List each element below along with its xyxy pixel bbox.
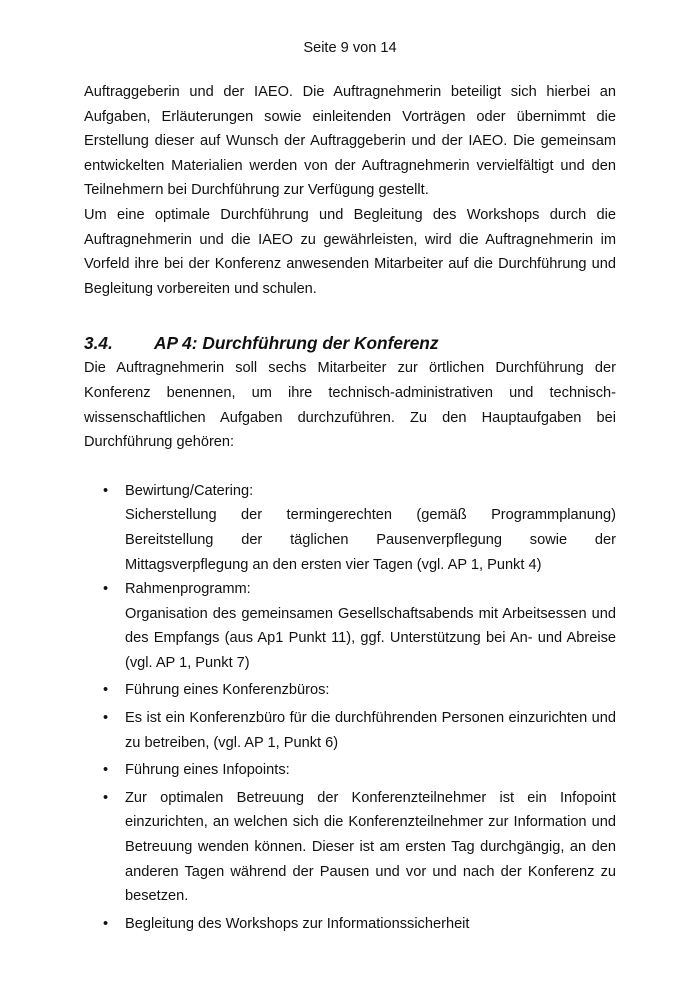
bullet-icon: •: [103, 482, 109, 499]
list-item: [84, 912, 616, 937]
list-item-title: Bewirtung/Catering:: [125, 482, 254, 499]
list-item-title: Es ist ein Konferenzbüro für die durchführenden Personen einzurichten und zu betreiben, (vgl. AP 1, Punkt 6): [125, 710, 616, 751]
section-number: 3.4.: [84, 333, 113, 354]
list-item: [84, 577, 616, 675]
page-number-header: Seite 9 von 14: [303, 40, 397, 56]
bullet-icon: •: [103, 682, 109, 699]
list-item-title: Führung eines Konferenzbüros:: [125, 682, 330, 699]
list-item: [84, 678, 616, 703]
section-heading: [84, 330, 616, 356]
list-item-title: Rahmenprogramm:: [125, 581, 251, 598]
list-item: [84, 758, 616, 783]
bullet-icon: •: [103, 710, 109, 727]
list-item: [84, 786, 616, 909]
intro-paragraph-1: Auftraggeberin und der IAEO. Die Auftragnehmerin beteiligt sich hierbei an Aufgaben, Erläuterungen sowie einleitenden Vorträgen oder übernimmt die Erstellung dieser auf Wunsch der Auftraggeberin und der IAEO. Die gemeinsam entwickelten Materialien werden von der Auftragnehmerin vervielfältigt und den Teilnehmern bei Durchführung zur Verfügung gestellt.: [84, 84, 616, 199]
intro-paragraph-2: Um eine optimale Durchführung und Begleitung des Workshops durch die Auftragnehmerin und die IAEO zu gewährleisten, wird die Auftragnehmerin im Vorfeld ihre bei der Konferenz anwesenden Mitarbeiter auf die Durchführung und Begleitung vorbereiten und schulen.: [84, 206, 616, 297]
list-item-title: Führung eines Infopoints:: [125, 762, 290, 779]
list-item-title: Zur optimalen Betreuung der Konferenzteilnehmer ist ein Infopoint einzurichten, an welchen sich die Konferenzteilnehmer zur Information und Betreuung wenden können. Dieser ist am ersten Tag durchgängig, an den anderen Tagen während der Pausen und vor und nach der Konferenz zu besetzen.: [125, 789, 616, 905]
list-item-text: Organisation des gemeinsamen Gesellschaftsabends mit Arbeitsessen und des Empfangs (aus Ap1 Punkt 11), ggf. Unterstützung bei An- und Abreise (vgl. AP 1, Punkt 7): [125, 605, 616, 671]
bullet-icon: •: [103, 789, 109, 806]
bullet-icon: •: [103, 915, 109, 932]
section-title: AP 4: Durchführung der Konferenz: [154, 333, 439, 354]
section-body: Die Auftragnehmerin soll sechs Mitarbeiter zur örtlichen Durchführung der Konferenz benennen, um ihre technisch-administrativen und technisch-wissenschaftlichen Aufgaben durchzuführen. Zu den Hauptaufgaben bei Durchführung gehören:: [84, 360, 616, 451]
list-item-title: Begleitung des Workshops zur Informationssicherheit: [125, 915, 470, 932]
bullet-icon: •: [103, 581, 109, 598]
task-list: [84, 479, 616, 937]
document-body: [84, 80, 616, 936]
list-item: [84, 706, 616, 755]
list-item: [84, 479, 616, 577]
bullet-icon: •: [103, 762, 109, 779]
list-item-text: Sicherstellung der termingerechten (gemäß Programmplanung) Bereitstellung der täglichen Pausenverpflegung sowie der Mittagsverpflegung an den ersten vier Tagen (vgl. AP 1, Punkt 4): [125, 507, 616, 573]
